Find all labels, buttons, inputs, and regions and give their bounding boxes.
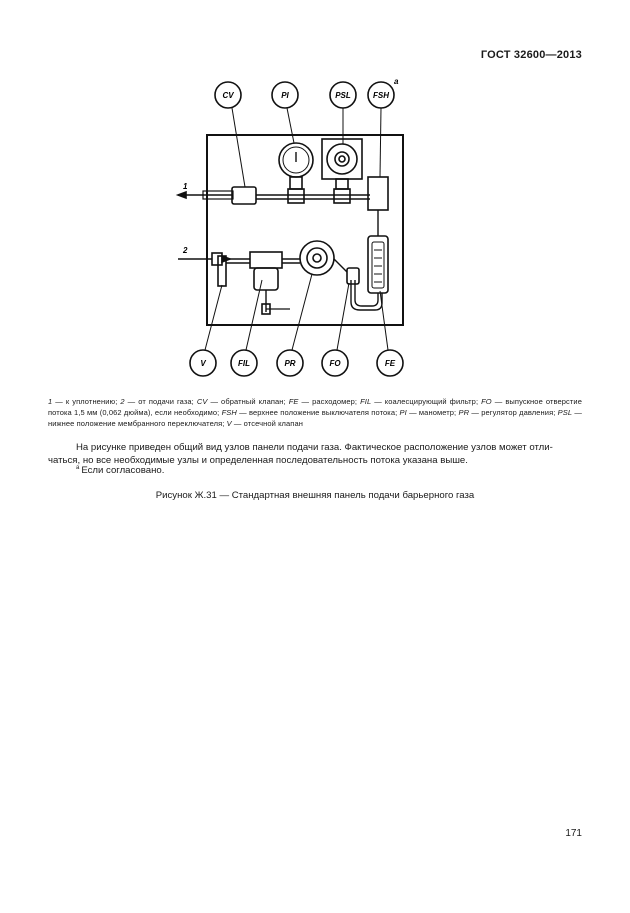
paragraph-line: На рисунке приведен общий вид узлов панели подачи газа. Фактическое расположение узлов может отли- <box>76 442 553 453</box>
legend-text: — отсечной клапан <box>231 419 303 428</box>
flow-switch <box>368 177 388 210</box>
pressure-regulator <box>300 241 334 275</box>
label-pr: PR <box>284 359 296 368</box>
legend-key: FE <box>288 397 299 406</box>
legend-key: 1 <box>48 397 53 406</box>
port-label-1: 1 <box>183 182 188 191</box>
legend-text: — выпускное отверстие потока 1,5 мм (0,062 дюйма), если необходимо; <box>48 397 582 417</box>
figure-caption: Рисунок Ж.31 — Стандартная внешняя панель подачи барьерного газа <box>155 490 475 501</box>
paragraph-line: чаться, но все необходимые узлы и определенная последовательность потока указана выше. <box>48 455 468 466</box>
figure-legend <box>48 396 582 429</box>
coalescing-filter <box>250 252 282 268</box>
label-pi: PI <box>281 91 289 100</box>
legend-text: — нижнее положение мембранного переключателя; <box>48 408 582 428</box>
footnote-mark: a <box>76 465 80 471</box>
footnote <box>76 465 164 476</box>
legend-text: — от подачи газа; <box>124 397 197 406</box>
legend-key: PR <box>458 408 470 417</box>
legend-text: — к уплотнению; <box>52 397 121 406</box>
legend-key: V <box>226 419 232 428</box>
shutoff-valve <box>212 253 222 265</box>
flowmeter <box>368 236 388 293</box>
port-label-2: 2 <box>183 246 188 255</box>
gas-panel-diagram <box>0 0 630 400</box>
label-fil: FIL <box>238 359 250 368</box>
legend-key: CV <box>196 397 208 406</box>
legend-key: PSL <box>557 408 573 417</box>
legend-text: — обратный клапан; <box>207 397 289 406</box>
legend-text: — расходомер; <box>298 397 361 406</box>
label-v: V <box>200 359 206 368</box>
pressure-switch <box>322 139 362 179</box>
label-fe: FE <box>384 359 396 368</box>
legend-key: FO <box>481 397 492 406</box>
legend-key: FSH <box>221 408 237 417</box>
description-paragraph <box>48 441 582 467</box>
label-fo: FO <box>329 359 341 368</box>
page-number: 171 <box>565 828 582 839</box>
label-cv: CV <box>222 91 234 100</box>
legend-key: PI <box>399 408 407 417</box>
label-psl: PSL <box>335 91 351 100</box>
check-valve <box>232 187 256 204</box>
legend-key: 2 <box>120 397 125 406</box>
footnote-text: Если согласовано. <box>81 465 165 476</box>
legend-text: — манометр; <box>406 408 459 417</box>
panel-frame <box>207 135 403 325</box>
legend-text: — верхнее положение выключателя потока; <box>236 408 400 417</box>
label-fsh: FSH <box>373 91 389 100</box>
legend-text: — регулятор давления; <box>469 408 558 417</box>
document-header: ГОСТ 32600—2013 <box>480 49 582 61</box>
label-fsh-footnote: a <box>394 77 399 86</box>
legend-text: — коалесцирующий фильтр; <box>371 397 482 406</box>
legend-key: FIL <box>360 397 372 406</box>
